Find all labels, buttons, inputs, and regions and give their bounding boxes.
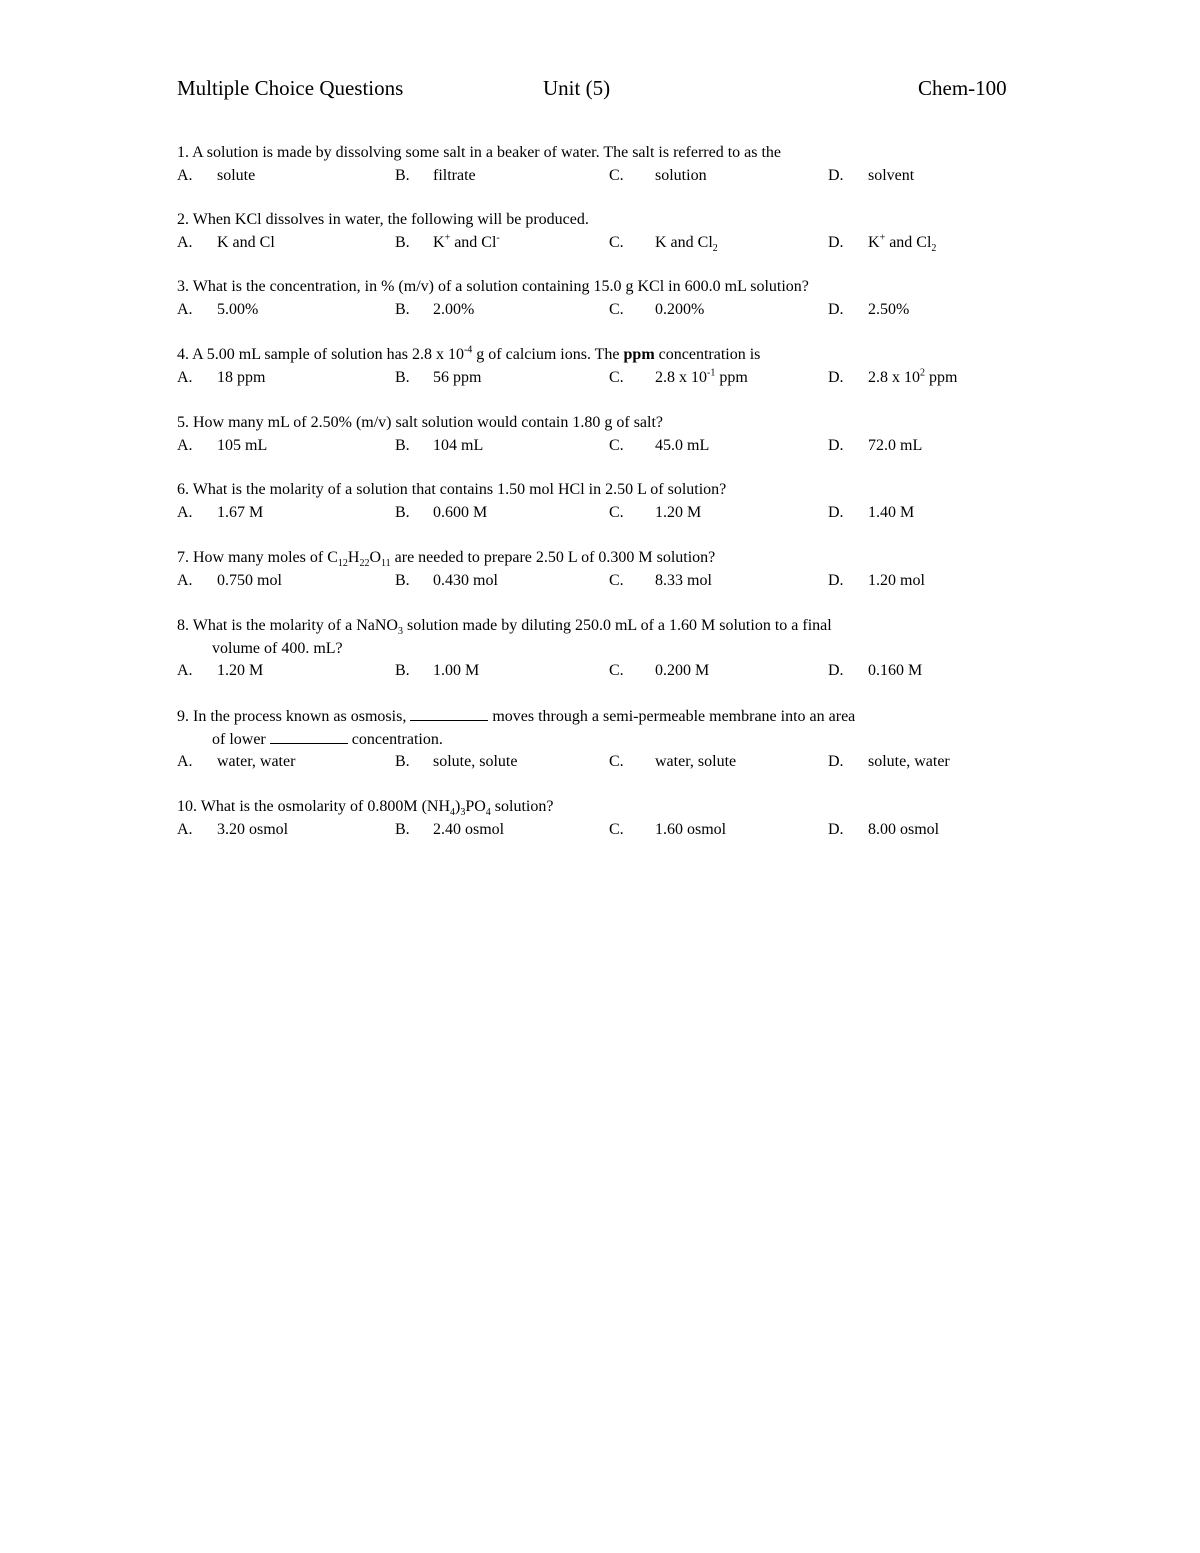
option-text bbox=[868, 751, 950, 774]
option-text bbox=[868, 232, 936, 255]
option-letter: B. bbox=[395, 571, 410, 589]
question-text bbox=[177, 615, 1037, 638]
option-letter: C. bbox=[609, 233, 624, 251]
subscript: 11 bbox=[381, 558, 391, 570]
option-letter: C. bbox=[609, 368, 624, 386]
text-segment: solution made by diluting 250.0 mL of a 1.60 M solution to a final bbox=[402, 617, 832, 634]
option-letter: A. bbox=[177, 166, 193, 184]
option-text bbox=[868, 367, 957, 390]
text-segment: and Cl bbox=[885, 233, 932, 251]
option-text bbox=[868, 660, 922, 683]
option-text bbox=[217, 660, 263, 683]
option-text bbox=[217, 751, 295, 774]
option-text bbox=[868, 165, 914, 188]
option-text bbox=[217, 299, 258, 322]
question-8 bbox=[177, 615, 1037, 683]
text-segment: 1.60 osmol bbox=[655, 820, 727, 838]
option-letter: C. bbox=[609, 300, 624, 318]
text-segment: 1.00 M bbox=[433, 662, 480, 679]
text-segment: are needed to prepare 2.50 L of 0.300 M solution? bbox=[390, 549, 716, 566]
superscript: + bbox=[444, 232, 451, 244]
option-text bbox=[868, 299, 909, 322]
text-segment: 104 mL bbox=[433, 436, 484, 454]
text-segment: solute bbox=[217, 166, 256, 184]
answer-options bbox=[177, 232, 1037, 255]
text-segment: PO bbox=[465, 798, 486, 815]
option-text bbox=[217, 570, 282, 593]
option-text bbox=[433, 819, 504, 842]
option-letter: C. bbox=[609, 662, 624, 679]
superscript: + bbox=[879, 232, 886, 244]
option-letter: A. bbox=[177, 503, 193, 521]
superscript: - bbox=[496, 232, 500, 244]
text-segment: 1.20 M bbox=[217, 662, 264, 679]
text-segment: K and Cl bbox=[217, 233, 275, 251]
option-text bbox=[433, 660, 479, 683]
question-text bbox=[177, 729, 1037, 752]
text-segment: 45.0 mL bbox=[655, 436, 710, 454]
option-text bbox=[868, 502, 914, 525]
option-letter: B. bbox=[395, 233, 410, 251]
text-segment: 1.67 M bbox=[217, 503, 264, 521]
option-text bbox=[655, 165, 707, 188]
question-text bbox=[177, 209, 1037, 232]
option-letter: B. bbox=[395, 503, 410, 521]
subscript: 2 bbox=[931, 242, 937, 254]
text-segment: 8. What is the molarity of a NaNO bbox=[177, 617, 398, 634]
question-6 bbox=[177, 479, 1037, 524]
text-segment: K bbox=[433, 233, 445, 251]
question-7 bbox=[177, 547, 1037, 592]
answer-options bbox=[177, 165, 1037, 188]
answer-options bbox=[177, 367, 1037, 390]
text-segment: 2.50% bbox=[868, 300, 910, 318]
option-text bbox=[433, 367, 481, 390]
text-segment: 9. In the process known as osmosis, bbox=[177, 708, 411, 725]
text-segment: 0.200 M bbox=[655, 662, 710, 679]
text-segment: 2.8 x 10 bbox=[868, 368, 920, 386]
question-2 bbox=[177, 209, 1037, 254]
answer-options bbox=[177, 660, 1037, 683]
text-segment: 0.160 M bbox=[868, 662, 923, 679]
text-segment: 2.40 osmol bbox=[433, 820, 505, 838]
text-segment: concentration. bbox=[347, 730, 443, 748]
option-letter: D. bbox=[828, 368, 844, 386]
option-letter: D. bbox=[828, 753, 844, 770]
text-segment: water, water bbox=[217, 753, 296, 770]
text-segment: K bbox=[868, 233, 880, 251]
subscript: 12 bbox=[337, 558, 348, 570]
text-segment: ppm bbox=[715, 368, 748, 386]
subscript: 2 bbox=[712, 242, 718, 254]
option-letter: D. bbox=[828, 820, 844, 838]
option-text bbox=[655, 819, 726, 842]
question-text bbox=[177, 412, 1037, 435]
text-segment: H bbox=[347, 549, 360, 566]
option-text bbox=[655, 435, 709, 458]
text-segment: and Cl bbox=[450, 233, 497, 251]
question-10 bbox=[177, 796, 1037, 841]
option-letter: B. bbox=[395, 368, 410, 386]
answer-options bbox=[177, 299, 1037, 322]
option-text bbox=[655, 232, 718, 255]
text-segment: moves through a semi-permeable membrane into an area bbox=[488, 708, 856, 725]
option-text bbox=[433, 232, 500, 255]
subscript: 22 bbox=[359, 558, 370, 570]
text-segment: 2. When KCl dissolves in water, the following will be produced. bbox=[177, 211, 589, 228]
superscript: -1 bbox=[707, 367, 716, 379]
text-segment: 18 ppm bbox=[217, 368, 266, 386]
option-letter: B. bbox=[395, 753, 410, 770]
text-segment: 5. How many mL of 2.50% (m/v) salt solution would contain 1.80 g of salt? bbox=[177, 414, 664, 431]
option-text bbox=[868, 819, 939, 842]
text-segment: O bbox=[369, 549, 381, 566]
option-letter: C. bbox=[609, 753, 624, 770]
option-letter: D. bbox=[828, 571, 844, 589]
option-letter: A. bbox=[177, 436, 193, 454]
text-segment: ) bbox=[455, 798, 461, 815]
question-1 bbox=[177, 142, 1037, 187]
option-text bbox=[655, 660, 709, 683]
question-3 bbox=[177, 276, 1037, 321]
text-segment: volume of 400. mL? bbox=[212, 639, 343, 657]
option-text bbox=[217, 819, 288, 842]
option-letter: A. bbox=[177, 300, 193, 318]
header-unit: Unit (5) bbox=[543, 76, 611, 100]
option-letter: B. bbox=[395, 662, 410, 679]
subscript: 3 bbox=[460, 807, 466, 819]
answer-options bbox=[177, 819, 1037, 842]
answer-options bbox=[177, 570, 1037, 593]
text-segment: 72.0 mL bbox=[868, 436, 923, 454]
text-segment: water, solute bbox=[655, 753, 737, 770]
text-segment: ppm bbox=[925, 368, 958, 386]
option-text bbox=[868, 570, 925, 593]
text-segment: 2.8 x 10 bbox=[655, 368, 707, 386]
option-text bbox=[433, 299, 474, 322]
option-text bbox=[433, 502, 487, 525]
text-segment: solvent bbox=[868, 166, 915, 184]
text-segment: 2.00% bbox=[433, 300, 475, 318]
option-text bbox=[217, 232, 275, 255]
text-segment: 1. A solution is made by dissolving some salt in a beaker of water. The salt is referred to as the bbox=[177, 144, 782, 161]
text-segment: 0.750 mol bbox=[217, 571, 282, 589]
option-letter: D. bbox=[828, 436, 844, 454]
question-text bbox=[177, 142, 1037, 165]
text-segment: 1.20 M bbox=[655, 503, 702, 521]
text-segment: 1.20 mol bbox=[868, 571, 925, 589]
superscript: 2 bbox=[920, 367, 925, 379]
subscript: 4 bbox=[450, 807, 456, 819]
option-text bbox=[655, 502, 701, 525]
question-9 bbox=[177, 706, 1037, 774]
option-letter: B. bbox=[395, 300, 410, 318]
option-letter: D. bbox=[828, 503, 844, 521]
option-text bbox=[655, 367, 748, 390]
option-text bbox=[433, 165, 476, 188]
option-text bbox=[433, 751, 517, 774]
text-segment: 105 mL bbox=[217, 436, 268, 454]
question-text bbox=[177, 547, 1037, 570]
text-segment: 0.430 mol bbox=[433, 571, 498, 589]
option-letter: A. bbox=[177, 368, 193, 386]
text-segment: 6. What is the molarity of a solution that contains 1.50 mol HCl in 2.50 L of solution? bbox=[177, 481, 727, 498]
question-text bbox=[177, 638, 1037, 661]
option-letter: B. bbox=[395, 166, 410, 184]
option-letter: C. bbox=[609, 503, 624, 521]
text-segment: 3.20 osmol bbox=[217, 820, 289, 838]
text-segment: solution? bbox=[490, 798, 554, 815]
answer-blank bbox=[410, 708, 488, 721]
text-segment: 8.33 mol bbox=[655, 571, 712, 589]
question-text bbox=[177, 344, 1037, 367]
option-text bbox=[433, 435, 483, 458]
option-letter: A. bbox=[177, 662, 193, 679]
text-segment: 0.200% bbox=[655, 300, 705, 318]
question-text bbox=[177, 706, 1037, 729]
text-segment: K and Cl bbox=[655, 233, 713, 251]
text-segment: solution bbox=[655, 166, 707, 184]
text-segment: 1.40 M bbox=[868, 503, 915, 521]
text-segment: solute, water bbox=[868, 753, 950, 770]
answer-blank bbox=[270, 731, 348, 744]
answer-options bbox=[177, 751, 1037, 774]
option-text bbox=[217, 165, 255, 188]
subscript: 3 bbox=[397, 626, 403, 638]
option-text bbox=[217, 367, 265, 390]
option-letter: C. bbox=[609, 436, 624, 454]
text-segment: of lower bbox=[212, 730, 270, 748]
text-segment: 0.600 M bbox=[433, 503, 488, 521]
text-segment: filtrate bbox=[433, 166, 476, 184]
header-title: Multiple Choice Questions bbox=[177, 76, 404, 100]
text-segment: solute, solute bbox=[433, 753, 518, 770]
option-letter: A. bbox=[177, 233, 193, 251]
option-letter: A. bbox=[177, 571, 193, 589]
option-letter: B. bbox=[395, 820, 410, 838]
option-text bbox=[217, 502, 263, 525]
option-letter: A. bbox=[177, 753, 193, 770]
answer-options bbox=[177, 502, 1037, 525]
text-segment: concentration is bbox=[654, 346, 761, 363]
text-segment: g of calcium ions. The bbox=[472, 346, 624, 363]
subscript: 4 bbox=[485, 807, 491, 819]
header-course: Chem-100 bbox=[918, 76, 1007, 100]
text-segment: 4. A 5.00 mL sample of solution has 2.8 x 10 bbox=[177, 346, 464, 363]
option-text bbox=[655, 299, 704, 322]
text-segment: 5.00% bbox=[217, 300, 259, 318]
option-letter: C. bbox=[609, 571, 624, 589]
text-segment: 8.00 osmol bbox=[868, 820, 940, 838]
text-segment: 7. How many moles of C bbox=[177, 549, 338, 566]
superscript: -4 bbox=[463, 344, 473, 356]
option-text bbox=[433, 570, 498, 593]
question-text bbox=[177, 276, 1037, 299]
bold-text: ppm bbox=[623, 346, 655, 363]
option-letter: B. bbox=[395, 436, 410, 454]
text-segment: 56 ppm bbox=[433, 368, 482, 386]
option-text bbox=[868, 435, 922, 458]
question-text bbox=[177, 479, 1037, 502]
option-letter: C. bbox=[609, 820, 624, 838]
option-letter: D. bbox=[828, 662, 844, 679]
option-letter: D. bbox=[828, 166, 844, 184]
option-text bbox=[655, 751, 736, 774]
question-text bbox=[177, 796, 1037, 819]
option-letter: D. bbox=[828, 300, 844, 318]
option-text bbox=[655, 570, 712, 593]
option-text bbox=[217, 435, 267, 458]
answer-options bbox=[177, 435, 1037, 458]
option-letter: D. bbox=[828, 233, 844, 251]
question-5 bbox=[177, 412, 1037, 457]
option-letter: A. bbox=[177, 820, 193, 838]
option-letter: C. bbox=[609, 166, 624, 184]
text-segment: 3. What is the concentration, in % (m/v) of a solution containing 15.0 g KCl in 600.0 mL solution? bbox=[177, 278, 809, 295]
question-4 bbox=[177, 344, 1037, 389]
text-segment: 10. What is the osmolarity of 0.800M (NH bbox=[177, 798, 451, 815]
